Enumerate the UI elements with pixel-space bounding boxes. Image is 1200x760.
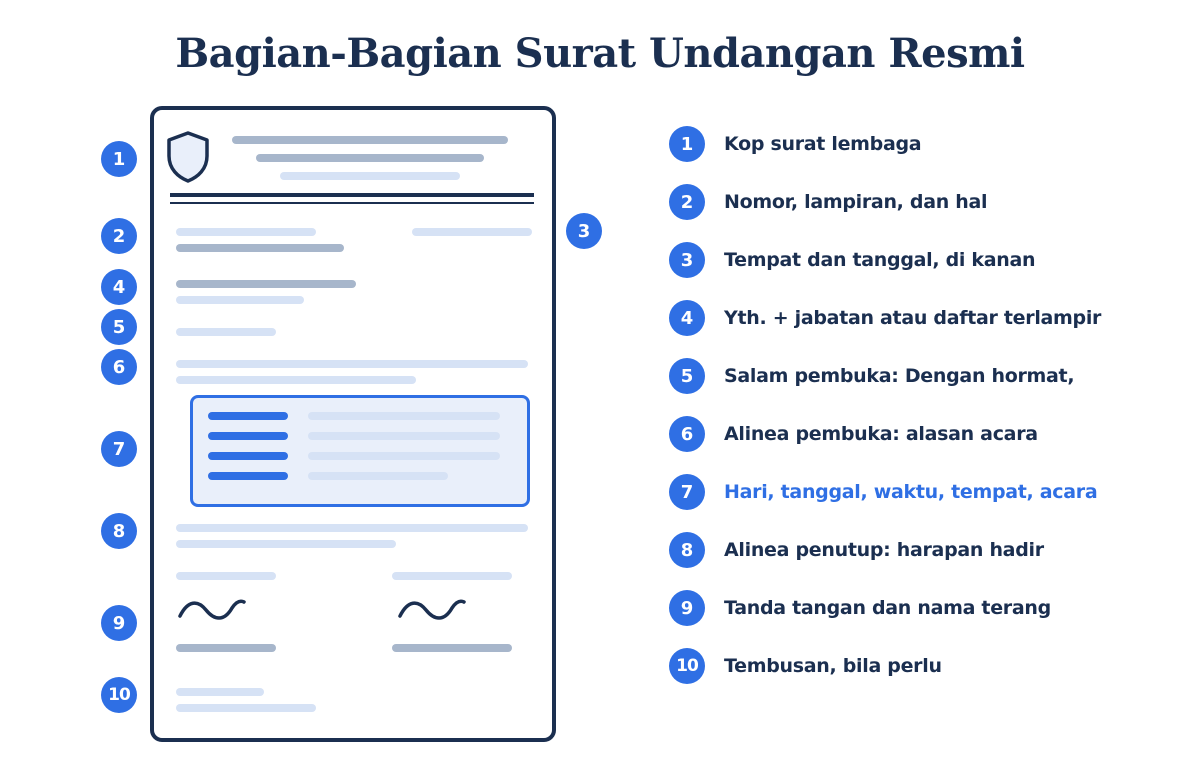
legend-item-3 — [669, 242, 1035, 278]
legend-label: Alinea penutup: harapan hadir — [724, 539, 1044, 561]
closing-line-1 — [176, 524, 528, 532]
place-date-line — [412, 228, 532, 236]
legend-label: Tembusan, bila perlu — [724, 655, 942, 677]
legend-label: Nomor, lampiran, dan hal — [724, 191, 988, 213]
opening-line-2 — [176, 376, 416, 384]
marker-1: 1 — [101, 141, 137, 177]
legend-label: Hari, tanggal, waktu, tempat, acara — [724, 481, 1098, 503]
cc-line-2 — [176, 704, 316, 712]
legend-label: Yth. + jabatan atau daftar terlampir — [724, 307, 1102, 329]
page-title: Bagian-Bagian Surat Undangan Resmi — [175, 30, 1025, 77]
event-value-4 — [308, 472, 448, 480]
signer-title-left — [176, 572, 276, 580]
legend-number: 4 — [669, 300, 705, 336]
event-label-3 — [208, 452, 288, 460]
signer-name-right — [392, 644, 512, 652]
legend-label: Alinea pembuka: alasan acara — [724, 423, 1038, 445]
legend-number: 1 — [669, 126, 705, 162]
marker-7: 7 — [101, 431, 137, 467]
legend-item-9 — [669, 590, 1051, 626]
shield-icon — [165, 130, 211, 184]
letterhead-rule-thick — [170, 193, 534, 197]
legend-number: 5 — [669, 358, 705, 394]
greeting-line — [176, 328, 276, 336]
legend-number: 7 — [669, 474, 705, 510]
legend-item-8 — [669, 532, 1044, 568]
legend-item-7 — [669, 474, 1097, 510]
recipient-line-2 — [176, 296, 304, 304]
letterhead-line-1 — [232, 136, 508, 144]
marker-4: 4 — [101, 269, 137, 305]
marker-6: 6 — [101, 349, 137, 385]
legend-number: 10 — [669, 648, 705, 684]
number-line-1 — [176, 228, 316, 236]
event-value-3 — [308, 452, 500, 460]
event-value-2 — [308, 432, 500, 440]
signature-icon-left — [176, 596, 248, 626]
legend-number: 3 — [669, 242, 705, 278]
cc-line-1 — [176, 688, 264, 696]
event-label-2 — [208, 432, 288, 440]
event-label-1 — [208, 412, 288, 420]
number-line-2 — [176, 244, 344, 252]
legend-label: Tempat dan tanggal, di kanan — [724, 249, 1036, 271]
marker-2: 2 — [101, 218, 137, 254]
legend-number: 9 — [669, 590, 705, 626]
legend-item-4 — [669, 300, 1101, 336]
marker-5: 5 — [101, 309, 137, 345]
signature-icon-right — [396, 596, 468, 626]
signer-name-left — [176, 644, 276, 652]
legend-number: 6 — [669, 416, 705, 452]
legend-item-5 — [669, 358, 1074, 394]
legend-label: Salam pembuka: Dengan hormat, — [724, 365, 1075, 387]
legend-number: 8 — [669, 532, 705, 568]
signer-title-right — [392, 572, 512, 580]
letterhead-line-3 — [280, 172, 460, 180]
letterhead-rule-thin — [170, 202, 534, 204]
closing-line-2 — [176, 540, 396, 548]
legend-label: Kop surat lembaga — [724, 133, 922, 155]
marker-8: 8 — [101, 513, 137, 549]
legend-item-2 — [669, 184, 987, 220]
opening-line-1 — [176, 360, 528, 368]
marker-3: 3 — [566, 213, 602, 249]
legend-label: Tanda tangan dan nama terang — [724, 597, 1051, 619]
letterhead-line-2 — [256, 154, 484, 162]
legend-item-1 — [669, 126, 921, 162]
marker-10: 10 — [101, 677, 137, 713]
event-label-4 — [208, 472, 288, 480]
legend-item-10 — [669, 648, 942, 684]
recipient-line-1 — [176, 280, 356, 288]
legend-item-6 — [669, 416, 1038, 452]
legend-number: 2 — [669, 184, 705, 220]
marker-9: 9 — [101, 605, 137, 641]
event-value-1 — [308, 412, 500, 420]
